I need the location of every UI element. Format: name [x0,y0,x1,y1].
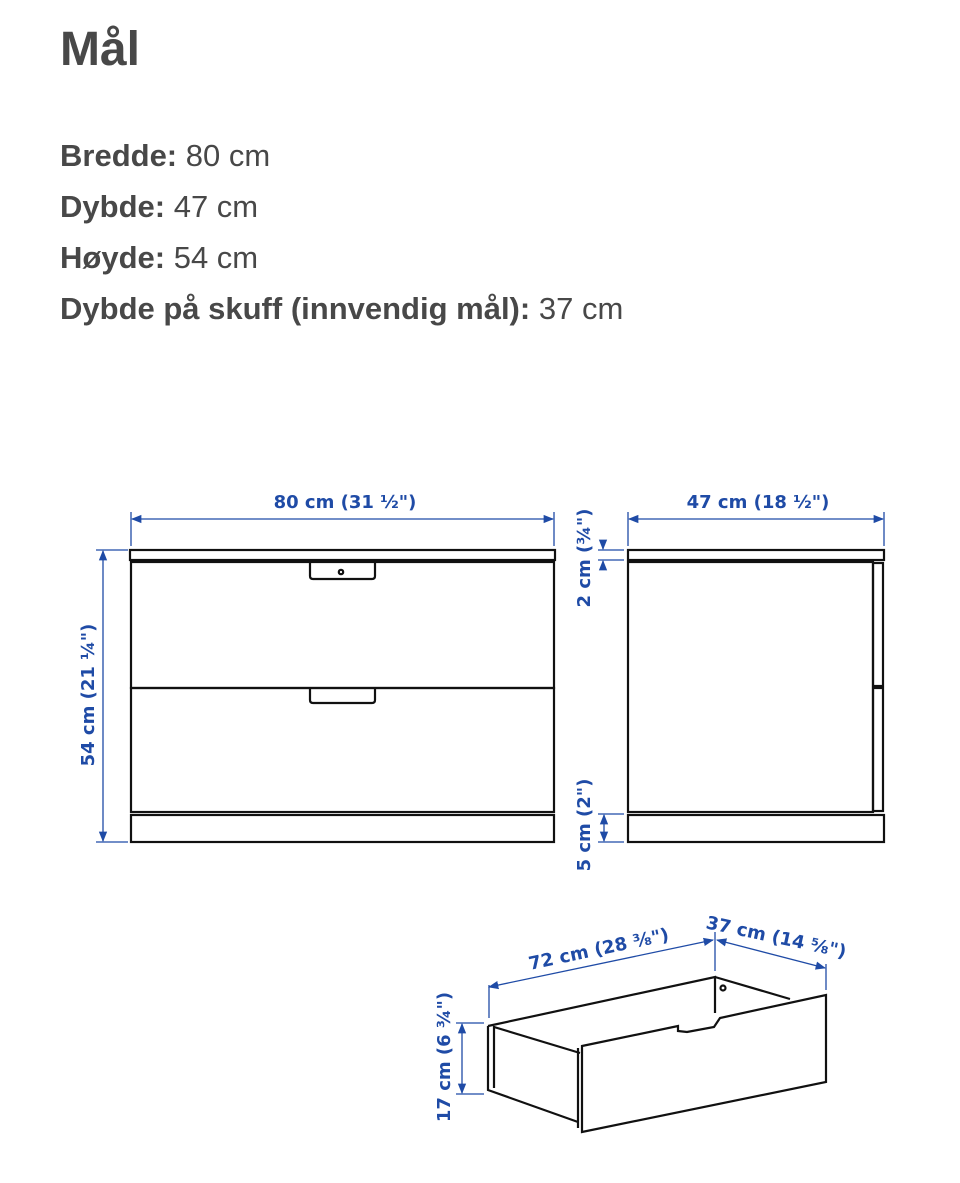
front-width-label: 80 cm (31 ½") [273,492,417,513]
side-depth-label: 47 cm (18 ½") [686,492,830,513]
spec-value: 47 cm [173,189,259,224]
spec-value: 54 cm [173,240,259,275]
drawer-height-label: 17 cm (6 ¾") [434,991,455,1123]
drawer-view [488,977,826,1132]
spec-label: Høyde: [60,240,166,275]
spec-value: 37 cm [538,291,624,326]
side-dimensions [628,492,884,546]
front-view [130,550,555,842]
drawer-hole-icon [721,986,726,991]
top-thickness-label: 2 cm (¾") [574,508,595,608]
keyhole-icon [339,570,343,574]
drawer-depth-label: 37 cm (14 ⅝") [704,912,849,963]
spec-label: Dybde: [60,189,166,224]
front-height-label: 54 cm (21 ¼") [78,623,99,767]
page-title: Mål [60,23,141,76]
spec-label: Bredde: [60,138,178,173]
side-view [628,550,884,842]
drawer-width-label: 72 cm (28 ⅜") [526,924,671,975]
spec-value: 80 cm [185,138,271,173]
spec-label: Dybde på skuff (innvendig mål): [60,291,531,326]
plinth-height-label: 5 cm (2") [574,778,595,872]
